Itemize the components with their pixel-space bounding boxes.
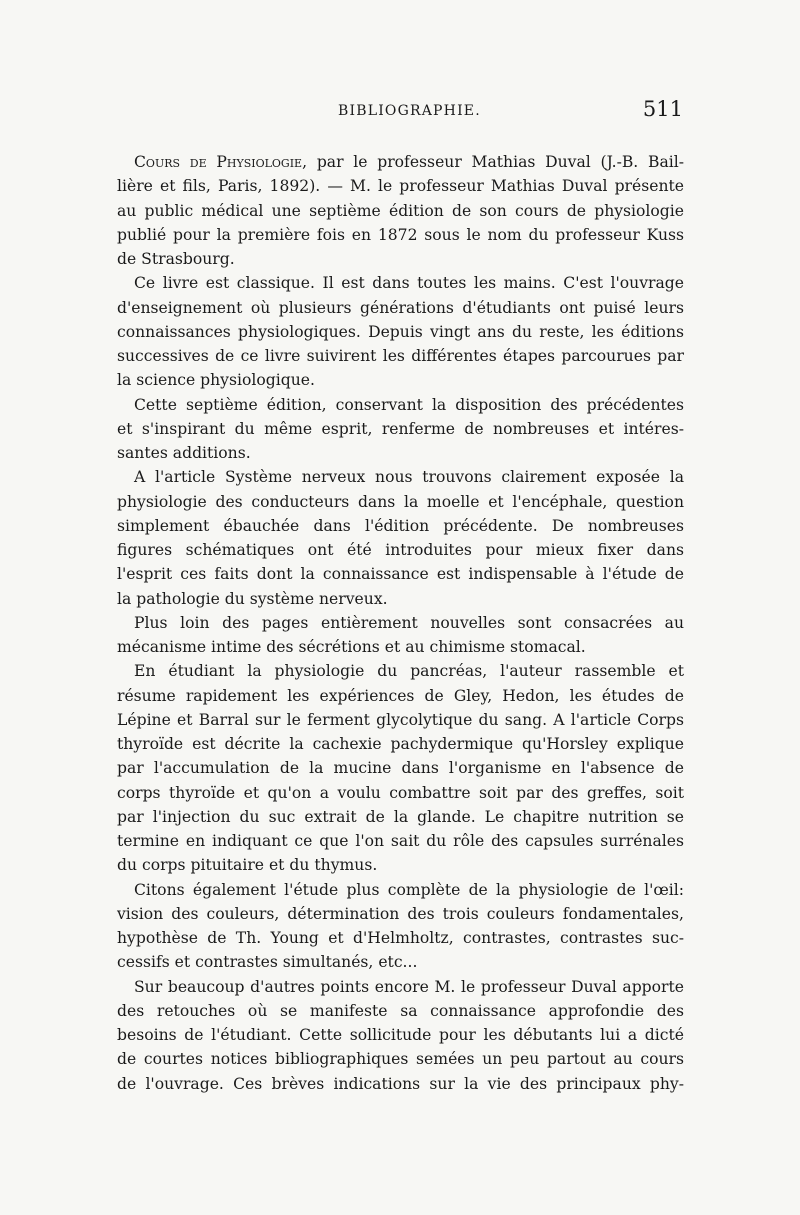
text-line: d'enseignement où plusieurs générations d'étudiants ont puisé leurs: [117, 298, 684, 317]
text-line: santes additions.: [117, 444, 251, 462]
text-line: Sur beaucoup d'autres points encore M. le professeur Duval apporte: [134, 977, 684, 996]
book-title: Cours de Physiologie,: [134, 153, 308, 171]
text-line: thyroïde est décrite la cachexie pachydermique qu'Horsley explique: [117, 735, 684, 753]
text-line: En étudiant la physiologie du pancréas, l'auteur rassemble et: [134, 662, 684, 681]
text-line: physiologie des conducteurs dans la moelle et l'encéphale, question: [117, 492, 684, 511]
text-line: l'esprit ces faits dont la connaissance est indispensable à l'étude de: [117, 565, 684, 584]
text-line: lière et fils, Paris, 1892). — M. le professeur Mathias Duval présente: [117, 177, 684, 196]
running-head: [118, 97, 683, 127]
text-line: de Strasbourg.: [117, 250, 235, 268]
page-number: 511: [642, 97, 683, 121]
text-line: Cette septième édition, conservant la disposition des précédentes: [134, 395, 684, 414]
header-title: BIBLIOGRAPHIE.: [338, 103, 481, 119]
text-line: Citons également l'étude plus complète de la physiologie de l'œil:: [134, 880, 684, 899]
text-line: figures schématiques ont été introduites pour mieux fixer dans: [117, 541, 684, 559]
text-line: vision des couleurs, détermination des trois couleurs fondamentales,: [117, 904, 684, 923]
text-line: au public médical une septième édition de son cours de physiologie: [117, 201, 684, 220]
text-line: de courtes notices bibliographiques semées un peu partout au cours: [117, 1050, 684, 1069]
text-line: cessifs et contrastes simultanés, etc...: [117, 953, 418, 972]
text-line: successives de ce livre suivirent les différentes étapes parcourues par: [117, 347, 684, 365]
text-line: la pathologie du système nerveux.: [117, 589, 388, 608]
text-line: simplement ébauchée dans l'édition précédente. De nombreuses: [117, 516, 684, 535]
text-line-rest: par le professeur Mathias Duval (J.-B. Bail-: [316, 153, 684, 171]
text-line: par l'injection du suc extrait de la glande. Le chapitre nutrition se: [117, 807, 684, 826]
text-line: A l'article Système nerveux nous trouvons clairement exposée la: [134, 468, 684, 487]
text-line: corps thyroïde et qu'on a voulu combattre soit par des greffes, soit: [117, 783, 684, 802]
text-line: besoins de l'étudiant. Cette sollicitude pour les débutants lui a dicté: [117, 1026, 684, 1044]
text-line: de l'ouvrage. Ces brèves indications sur la vie des principaux phy-: [117, 1074, 684, 1093]
text-line: Lépine et Barral sur le ferment glycolytique du sang. A l'article Corps: [117, 710, 684, 729]
text-line: Plus loin des pages entièrement nouvelles sont consacrées au: [134, 613, 684, 632]
text-line: du corps pituitaire et du thymus.: [117, 856, 378, 875]
text-line: [117, 150, 684, 174]
text-line: Ce livre est classique. Il est dans toutes les mains. C'est l'ouvrage: [134, 274, 684, 293]
text-line: mécanisme intime des sécrétions et au chimisme stomacal.: [117, 638, 586, 656]
text-line: résume rapidement les expériences de Gley, Hedon, les études de: [117, 686, 684, 705]
text-line: par l'accumulation de la mucine dans l'organisme en l'absence de: [117, 759, 684, 778]
text-line: des retouches où se manifeste sa connaissance approfondie des: [117, 1001, 684, 1020]
text-line: publié pour la première fois en 1872 sous le nom du professeur Kuss: [117, 225, 684, 244]
body-text: [117, 150, 684, 1096]
text-line: termine en indiquant ce que l'on sait du rôle des capsules surrénales: [117, 832, 684, 850]
text-line: connaissances physiologiques. Depuis vingt ans du reste, les éditions: [117, 322, 684, 341]
text-line: hypothèse de Th. Young et d'Helmholtz, contrastes, contrastes suc-: [117, 929, 684, 947]
text-line: et s'inspirant du même esprit, renferme de nombreuses et intéres-: [117, 419, 684, 438]
text-line: la science physiologique.: [117, 371, 315, 390]
